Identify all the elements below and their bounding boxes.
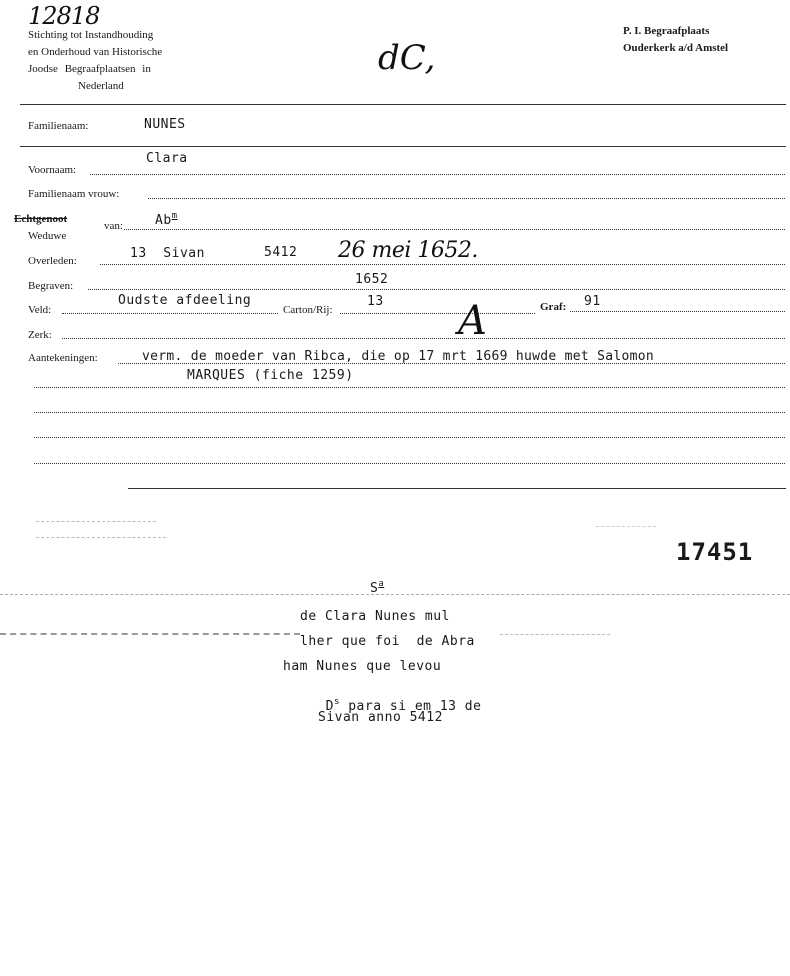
value-begraven: 1652: [355, 272, 389, 287]
transcription-line-3: ham Nunes que levou: [283, 659, 442, 674]
transcription-heading-main: S: [370, 581, 379, 596]
org-line-1: Stichting tot Instandhouding: [28, 29, 154, 41]
record-number: 17451: [676, 538, 754, 566]
van-line: [124, 229, 785, 230]
familienaam-vrouw-line: [148, 198, 785, 199]
bleed-mark-5: [0, 633, 300, 635]
note-line-5-rule: [34, 463, 785, 464]
transcription-line-4: [309, 685, 481, 713]
zerk-line: [62, 338, 785, 339]
label-van: van:: [104, 220, 123, 232]
value-van: [155, 212, 178, 227]
value-graf: 91: [584, 294, 601, 309]
transcription-line-1: de Clara Nunes mul: [300, 609, 450, 624]
label-weduwe: Weduwe: [28, 230, 67, 242]
value-overleden-hand: 26 mei 1652.: [338, 238, 478, 263]
org-line-2: en Onderhoud van Historische: [28, 46, 163, 58]
value-voornaam: Clara: [146, 151, 188, 166]
label-carton: Carton/Rij:: [283, 304, 333, 316]
label-zerk: Zerk:: [28, 329, 52, 341]
note-line-2: MARQUES (fiche 1259): [187, 368, 354, 383]
value-overleden-date: 13 Sivan: [130, 246, 205, 261]
note-line-4-rule: [34, 437, 785, 438]
transcription-line-2: lher que foi de Abra: [300, 634, 475, 649]
carton-line: [340, 313, 535, 314]
transcription-line-4-sup: s: [333, 697, 340, 707]
transcription-line-4-rest: para si em 13 de: [339, 699, 482, 714]
label-familienaam-vrouw: Familienaam vrouw:: [28, 188, 120, 200]
transcription-heading: [370, 580, 384, 595]
card-bottom-rule: [128, 488, 786, 489]
header-rule: [20, 104, 786, 105]
hand-code: dC,: [378, 38, 436, 78]
value-overleden-year: 5412: [264, 245, 298, 260]
org-line-3: Joodse Begraafplaatsen in: [28, 63, 151, 75]
overleden-line: [100, 264, 785, 265]
cemetery-line-2: Ouderkerk a/d Amstel: [623, 42, 729, 54]
org-line-4: Nederland: [78, 80, 124, 92]
label-overleden: Overleden:: [28, 255, 77, 267]
label-voornaam: Voornaam:: [28, 164, 77, 176]
label-graf: Graf:: [540, 301, 567, 313]
value-van-main: Ab: [155, 213, 172, 228]
bleed-mark-6: [500, 634, 610, 635]
label-veld: Veld:: [28, 304, 52, 316]
note-line-1-rule: [118, 363, 785, 364]
voornaam-line: [90, 174, 785, 175]
note-line-1: verm. de moeder van Ribca, die op 17 mrt 1669 huwde met Salomon: [142, 349, 654, 364]
note-line-2-rule: [34, 387, 785, 388]
bleed-mark-3: [596, 526, 656, 527]
value-familienaam: NUNES: [144, 117, 186, 132]
transcription-heading-sup: a: [378, 579, 385, 589]
card-number: 12818: [28, 2, 100, 30]
transcription-line-5: Sivan anno 5412: [318, 710, 443, 725]
cemetery-line-1: P. I. Begraafplaats: [623, 25, 710, 37]
note-line-3-rule: [34, 412, 785, 413]
bleed-mark-2: [36, 537, 166, 538]
graf-line: [570, 311, 785, 312]
label-aantekeningen: Aantekeningen:: [28, 352, 98, 364]
veld-line: [62, 313, 278, 314]
label-begraven: Begraven:: [28, 280, 74, 292]
value-veld: Oudste afdeeling: [118, 293, 252, 308]
value-carton-hand: A: [458, 298, 487, 344]
label-echtgenoot: Echtgenoot: [14, 213, 68, 225]
begraven-line: [88, 289, 785, 290]
bleed-mark-1: [36, 521, 156, 522]
transcription-line-4-main: D: [325, 699, 334, 714]
familienaam-rule: [20, 146, 786, 147]
value-van-sup: m: [171, 211, 178, 221]
value-carton: 13: [367, 294, 384, 309]
bleed-mark-4: [0, 594, 790, 595]
label-familienaam: Familienaam:: [28, 120, 89, 132]
